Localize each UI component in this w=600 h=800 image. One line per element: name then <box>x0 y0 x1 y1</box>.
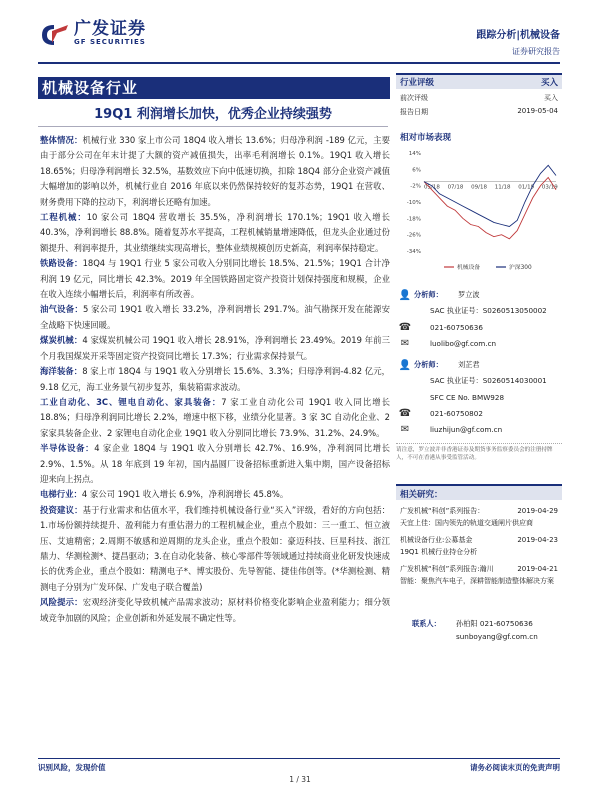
performance-title: 相对市场表现 <box>400 133 452 143</box>
paragraph-lead: 半导体设备： <box>40 443 95 454</box>
related-item-sub: 智能：聚焦汽车电子，深耕智能制造整体解决方案 <box>400 577 554 585</box>
y-tick-label: 14% <box>408 151 421 157</box>
y-tick-label: -18% <box>406 216 421 223</box>
report-type: 跟踪分析|机械设备 <box>476 30 560 41</box>
related-item-title: 广发机械“科创”系列报告:瀚川 <box>400 565 494 573</box>
paragraph-lead: 海洋装备： <box>40 366 83 377</box>
prev-rating-row <box>396 93 562 103</box>
related-item-title: 机械设备行业:公募基金 <box>400 536 473 544</box>
paragraph-text: 宏观经济变化导致机械产品需求波动；原材料价格变化影响企业盈利能力；细分领域竞争加剧的风险；企业创新和外延发展不确定性等。 <box>40 597 390 623</box>
legend-label: 机械设备 <box>457 265 481 271</box>
series-line-1 <box>424 165 556 226</box>
y-tick-label: -34% <box>406 249 421 255</box>
paragraph-text: 4 家煤炭机械公司 19Q1 收入增长 28.91%，净利润增长 23.49%。2019 年前三个月我国煤炭开采等固定资产投资同比增长 17.3%；行业需求保持景气。 <box>40 335 390 361</box>
x-tick-label: 01/19 <box>518 184 535 191</box>
sidebar <box>396 73 562 643</box>
y-tick-label: 6% <box>412 167 421 174</box>
contact-label: 联系人： <box>412 618 441 628</box>
paragraph-text: 8 家上市 18Q4 与 19Q1 收入分别增长 15.6%、3.3%；归母净利润-4.82 亿元，9.18 亿元，海工业务景气初步复苏，集装箱需求波动。 <box>40 366 390 392</box>
paragraph-lead: 油气设备： <box>40 304 83 315</box>
gf-logo-mark-icon <box>38 21 70 45</box>
paragraph-lead: 整体情况： <box>40 135 83 145</box>
paragraph <box>40 595 390 626</box>
analyst-block-1 <box>396 287 562 351</box>
contact-email[interactable]: sunboyang@gf.com.cn <box>456 632 538 641</box>
analyst-email[interactable]: liuzhijun@gf.com.cn <box>430 424 503 434</box>
related-item-title: 广发机械“科创”系列报告： <box>400 507 485 515</box>
gf-logo <box>38 20 146 46</box>
analyst-phone: 021-60750802 <box>430 408 483 418</box>
paragraph-lead: 工程机械： <box>40 212 87 223</box>
report-subtype: 证券研究报告 <box>512 47 560 56</box>
paragraph-text: 机械行业 330 家上市公司 18Q4 收入增长 13.6%；归母净利润 -189 亿元，主要由于部分公司在年末计提了大额的资产减值损失，出率毛利润增长 0.1%。19Q1 收入增长 18.65%；归母净利润增长 32.5%，基数效应下向中低速切换，扣除 18Q4 部分企业资产减值大幅增加的影响以外，机械行业自 2016 年底以来仍然保持较好的复苏态势，19Q1 在营收、财务费用下降的拉动下，利润增长还略有加速。 <box>40 135 390 207</box>
logo-chinese-name: 广发证券 <box>74 19 146 39</box>
analyst-sac: SAC 执业证号：S0260514030001 <box>430 376 547 385</box>
analyst-person-icon: 👤 <box>398 289 412 301</box>
logo-english-name: GF SECURITIES <box>74 38 146 46</box>
analyst-label: 分析师： <box>414 360 443 369</box>
footer-divider <box>38 758 560 759</box>
contact-name: 孙柏阳 <box>456 618 478 628</box>
paragraph-text: 4 家公司 19Q1 收入增长 6.9%，净利润增长 45.8%。 <box>81 489 289 500</box>
relative-performance-chart <box>396 147 562 277</box>
analyst-label: 分析师： <box>414 290 443 299</box>
related-item-date: 2019-04-21 <box>517 565 558 573</box>
contact-phone: 021-60750636 <box>479 619 533 628</box>
analyst-email[interactable]: luolibo@gf.com.cn <box>430 338 497 348</box>
analyst-person-icon: 👤 <box>398 359 412 371</box>
rating-value: 买入 <box>540 78 558 88</box>
x-tick-label: 05/18 <box>424 184 440 191</box>
licensing-notice: 请注意，罗立波并非香港证券及期货事务监察委员会的注册持牌人，不可在香港从事受监管活动。 <box>396 443 562 462</box>
related-item-date: 2019-04-23 <box>517 536 558 544</box>
related-item[interactable] <box>396 563 562 587</box>
paragraph <box>40 503 390 595</box>
analyst-sfc: SFC CE No. BMW928 <box>430 392 505 402</box>
paragraph-lead: 风险提示： <box>40 597 83 608</box>
industry-banner: 机械设备行业 <box>38 77 390 99</box>
related-item[interactable] <box>396 534 562 558</box>
email-icon: ✉ <box>400 423 410 435</box>
rating-label: 行业评级 <box>400 78 435 88</box>
paragraph-lead: 铁路设备： <box>40 258 83 269</box>
phone-icon: ☎ <box>398 407 412 419</box>
contact-block <box>396 617 562 643</box>
report-type-block <box>476 26 560 57</box>
report-date-label: 报告日期 <box>400 108 428 116</box>
footer-slogan: 识别风险，发现价值 <box>38 763 106 772</box>
report-headline: 19Q1 利润增长加快，优秀企业持续强势 <box>38 103 388 127</box>
paragraph-text: 7 家工业自动化公司 19Q1 收入同比增长 18.8%；归母净利润同比增长 2.2%，增速中枢下移，业绩分化显著。3 家 3C 自动化企业、2 家家具装备企业、2 家锂电自动化企业 19Q1 收入分别同比增长 73.9%、31.2%、24.9%。 <box>40 396 390 438</box>
analyst-name: 刘芷君 <box>458 360 480 369</box>
paragraph-lead: 电梯行业： <box>40 489 82 500</box>
main-body <box>40 133 390 743</box>
related-item-date: 2019-04-29 <box>517 507 558 515</box>
email-icon: ✉ <box>400 337 410 349</box>
paragraph-lead: 煤炭机械： <box>40 335 83 346</box>
report-date-row <box>396 107 562 117</box>
paragraph <box>40 210 390 256</box>
related-item-sub: 天宜上佳：国内领先的轨道交通闸片供应商 <box>400 519 533 527</box>
paragraph <box>40 364 390 395</box>
industry-rating <box>396 73 562 89</box>
paragraph <box>40 441 390 487</box>
analyst-block-2 <box>396 357 562 437</box>
y-tick-label: -26% <box>406 232 421 239</box>
y-tick-label: -10% <box>406 200 421 206</box>
header-divider <box>38 62 560 64</box>
paragraph <box>40 487 390 502</box>
analyst-phone: 021-60750636 <box>430 322 483 332</box>
paragraph <box>40 302 390 333</box>
paragraph-text: 基于行业需求和估值水平，我们维持机械设备行业“买入”评级，看好的方向包括：1.市场份额持续提升、盈利能力有重估潜力的工程机械企业，重点个股如：三一重工、恒立液压、艾迪精密；2.周期不敏感和逆周期的龙头企业，重点个股如：豪迈科技、巨星科技、浙江鼎力、华测检测*、捷昌驱动；3.在自动化装备、核心零部件等领域通过持续商业化研发快速成长的优秀企业，重点个股如：精测电子*、博实股份、先导智能、捷佳伟创等。(*华测检测、精测电子分别为广发环保、广发电子联合覆盖) <box>40 504 390 592</box>
report-date-value: 2019-05-04 <box>517 107 558 115</box>
x-tick-label: 03/19 <box>541 184 558 191</box>
chart-svg <box>396 147 562 277</box>
paragraph-text: 10 家公司 18Q4 营收增长 35.5%，净利润增长 170.1%；19Q1 收入增长 40.3%，净利润增长 88.8%。随着复苏水平提高，工程机械销量增速降低，但龙头企业通过份额提升、利润率提升，其业绩继续实现高增长，整体业绩规模创历史新高，利润率保持稳定。 <box>40 212 390 253</box>
legend-label: 沪深300 <box>509 265 532 271</box>
series-line-0 <box>424 178 556 239</box>
analyst-sac: SAC 执业证号：S0260513050002 <box>430 306 547 315</box>
prev-rating-value: 买入 <box>544 94 558 102</box>
paragraph-text: 4 家企业 18Q4 与 19Q1 收入分别增长 42.7%、16.9%，净利润同比增长 2.9%、1.5%。从 18 年底到 19 年初，国内晶圆厂设备招标重新进入集中期，国产设备招标迎来向上拐点。 <box>40 443 390 484</box>
related-item[interactable] <box>396 505 562 529</box>
phone-icon: ☎ <box>398 321 412 333</box>
paragraph <box>40 333 390 364</box>
x-tick-label: 11/18 <box>494 184 511 191</box>
prev-rating-label: 前次评级 <box>400 94 428 102</box>
paragraph <box>40 256 390 302</box>
page-number: 1 / 31 <box>289 775 311 784</box>
paragraph <box>40 133 390 210</box>
paragraph-lead: 工业自动化、3C、锂电自动化、家具装备： <box>40 396 222 407</box>
paragraph-text: 18Q4 与 19Q1 行业 5 家公司收入分别同比增长 18.5%、21.5%；19Q1 合计净利润 19 亿元，同比增长 42.3%。2019 年全国铁路固定资产投资计划保持强度和规模，企业在收入连续小幅增长后，利润率有所改善。 <box>40 258 390 300</box>
x-tick-label: 07/18 <box>447 184 464 191</box>
paragraph <box>40 395 390 441</box>
x-tick-label: 09/18 <box>471 184 488 191</box>
paragraph-text: 5 家公司 19Q1 收入增长 33.2%，净利润增长 291.7%。油气勘探开发在能源安全战略下快速回暖。 <box>40 304 390 330</box>
y-tick-label: -2% <box>410 183 421 190</box>
footer-disclaimer: 请务必阅读末页的免责声明 <box>470 763 560 772</box>
analyst-name: 罗立波 <box>458 290 480 299</box>
related-item-sub: 19Q1 机械行业持仓分析 <box>400 548 478 556</box>
paragraph-lead: 投资建议： <box>40 504 83 515</box>
related-research-title: 相关研究： <box>396 484 562 500</box>
